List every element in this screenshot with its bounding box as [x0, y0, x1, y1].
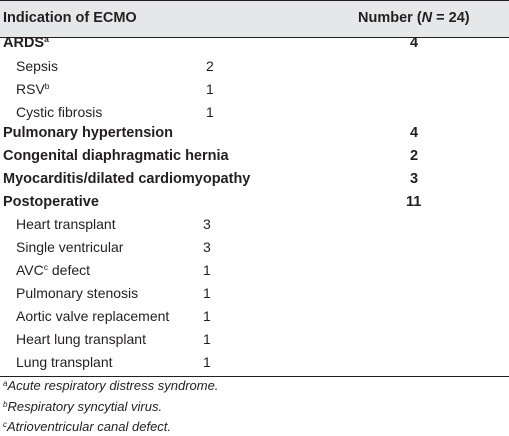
- footnote: $^c$Atrioventricular canal defect.: [3, 419, 172, 434]
- header-indication: Indication of ECMO: [3, 10, 137, 26]
- row-label: Lung transplant: [16, 354, 113, 370]
- row-total: 3: [410, 171, 419, 187]
- table-row-subcategory: [0, 328, 509, 351]
- row-label: AVC$^c$ defect: [16, 262, 91, 278]
- table-row-category: [0, 122, 509, 145]
- table-row-category: [0, 145, 509, 168]
- row-total: 11: [406, 194, 422, 210]
- table-row-subcategory: [0, 282, 509, 305]
- table-row-subcategory: [0, 213, 509, 236]
- table-row-subcategory: [0, 55, 509, 78]
- row-label: Sepsis: [16, 58, 59, 74]
- footnote: $^a$Acute respiratory distress syndrome.: [3, 378, 219, 393]
- table-row-category: [0, 168, 509, 191]
- row-count: 3: [203, 216, 211, 232]
- footnote-marker: b: [44, 81, 50, 91]
- row-count: 1: [206, 104, 214, 120]
- row-label: Pulmonary stenosis: [16, 285, 139, 301]
- row-label: Heart transplant: [16, 216, 116, 232]
- row-label: Myocarditis/dilated cardiomyopathy: [3, 171, 251, 187]
- row-count: 1: [203, 331, 211, 347]
- row-label: Pulmonary hypertension: [3, 125, 174, 141]
- row-label: RSV$^b$: [16, 81, 50, 97]
- row-label: Postoperative: [3, 194, 99, 210]
- row-total: 4: [410, 125, 419, 141]
- table-row-subcategory: [0, 236, 509, 259]
- table-row-subcategory: [0, 351, 509, 374]
- table-row-category: [0, 191, 509, 214]
- table-row-subcategory: [0, 78, 509, 101]
- table-row-subcategory: [0, 305, 509, 328]
- table-row-subcategory: [0, 259, 509, 282]
- row-total: 2: [410, 148, 419, 164]
- row-label: Congenital diaphragmatic hernia: [3, 148, 229, 164]
- row-label: Heart lung transplant: [16, 331, 146, 347]
- row-count: 3: [203, 239, 211, 255]
- row-label: Single ventricular: [16, 239, 124, 255]
- footnote: $^b$Respiratory syncytial virus.: [3, 399, 163, 414]
- table-row-category: [0, 32, 509, 55]
- row-count: 2: [206, 58, 214, 74]
- row-total: 4: [410, 35, 419, 51]
- row-label: ARDS$^a$: [3, 34, 49, 51]
- table-row-subcategory: [0, 101, 509, 124]
- row-count: 1: [206, 81, 214, 97]
- row-count: 1: [203, 308, 211, 324]
- footnote-marker: a: [44, 34, 49, 44]
- row-label: Aortic valve replacement: [16, 308, 170, 324]
- row-count: 1: [203, 354, 211, 370]
- row-count: 1: [203, 285, 211, 301]
- row-label: Cystic fibrosis: [16, 104, 103, 120]
- header-number: Number (N = 24): [358, 10, 470, 26]
- footnote-marker: c: [43, 262, 48, 272]
- row-count: 1: [203, 262, 211, 278]
